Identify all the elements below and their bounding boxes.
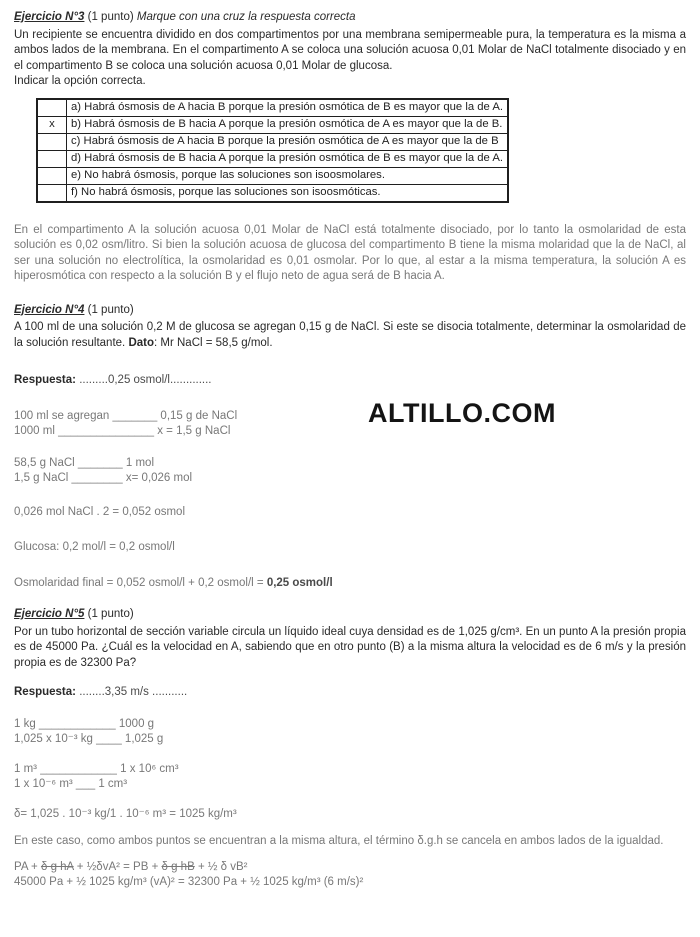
- work-line: 1,5 g NaCl ________ x= 0,026 mol: [14, 472, 193, 484]
- exercise-5-heading: [14, 607, 686, 623]
- dato-value: : Mr NaCl = 58,5 g/mol.: [154, 336, 273, 349]
- option-mark-f: [37, 184, 67, 202]
- final-equation-prefix: Osmolaridad final = 0,052 osmol/l + 0,2 osmol/l =: [14, 576, 267, 589]
- work-line-final: [14, 576, 686, 592]
- final-result: 0,25 osmol/l: [266, 576, 333, 589]
- respuesta-label: Respuesta:: [14, 374, 76, 386]
- exercise-5-section: [14, 607, 686, 891]
- option-row-c: [37, 133, 508, 150]
- option-text-a: a) Habrá ósmosis de A hacia B porque la presión osmótica de B es mayor que la de A.: [67, 99, 509, 117]
- bernoulli-equation: [14, 860, 686, 876]
- work-line: 1000 ml _______________ x = 1,5 g NaCl: [14, 425, 231, 437]
- work-line: 58,5 g NaCl _______ 1 mol: [14, 456, 155, 469]
- equation-segment: + ½δvA² = PB +: [73, 860, 162, 873]
- work-line: 1 m³ ____________ 1 x 10⁶ cm³: [14, 762, 179, 775]
- options-table: [36, 98, 509, 203]
- exercise-4-body: [14, 320, 686, 351]
- exercise-5-note: En este caso, como ambos puntos se encuentran a la misma altura, el término δ.g.h se cancela en ambos lados de la igualdad.: [14, 835, 664, 847]
- work-line: 1 x 10⁻⁶ m³ ___ 1 cm³: [14, 778, 128, 790]
- struck-term-b: δ g hB: [161, 860, 195, 873]
- option-text-b: b) Habrá ósmosis de B hacia A porque la presión osmótica de A es mayor que la de B.: [67, 116, 509, 133]
- option-mark-c: [37, 133, 67, 150]
- option-row-d: [37, 150, 508, 167]
- exercise-3-heading: [14, 10, 686, 26]
- option-text-e: e) No habrá ósmosis, porque las soluciones son isoosmolares.: [67, 167, 509, 184]
- equation-segment: + ½ δ vB²: [194, 860, 248, 873]
- option-mark-e: [37, 167, 67, 184]
- option-text-f: f) No habrá ósmosis, porque las soluciones son isoosmóticas.: [67, 184, 509, 202]
- work-line: 100 ml se agregan _______ 0,15 g de NaCl: [14, 409, 238, 422]
- exercise-3-section: [14, 10, 686, 285]
- exercise-4-body-text: A 100 ml de una solución 0,2 M de glucosa se agregan 0,15 g de NaCl. Si este se disocia totalmente, determinar la osmolaridad de la solución resultante.: [14, 321, 686, 349]
- option-text-d: d) Habrá ósmosis de B hacia A porque la presión osmótica de B es mayor que la de A.: [67, 150, 509, 167]
- numeric-equation: 45000 Pa + ½ 1025 kg/m³ (vA)² = 32300 Pa + ½ 1025 kg/m³ (6 m/s)²: [14, 876, 364, 888]
- work-line: Glucosa: 0,2 mol/l = 0,2 osmol/l: [14, 541, 175, 553]
- exercise-3-body: Un recipiente se encuentra dividido en dos compartimentos por una membrana semipermeable pura, la temperatura es la misma a ambos lados de la membrana. En el compartimento A se coloca una solución acuosa 0,01 Molar de NaCl totalmente disociado y en el compartimento B se coloca una solución acuosa 0,01 Molar de glucosa.: [14, 28, 686, 72]
- exercise-5-respuesta: [14, 685, 686, 701]
- altillo-watermark: ALTILLO.COM: [368, 398, 556, 428]
- option-mark-d: [37, 150, 67, 167]
- exercise-4-heading: [14, 303, 686, 319]
- work-line: 1,025 x 10⁻³ kg ____ 1,025 g: [14, 733, 164, 745]
- option-mark-a: [37, 99, 67, 117]
- exercise-4-title: Ejercicio N°4: [14, 303, 85, 316]
- struck-term-a: δ g hA: [40, 860, 74, 873]
- exercise-5-title: Ejercicio N°5: [14, 608, 85, 620]
- respuesta-value: ........3,35 m/s ...........: [79, 686, 188, 698]
- work-line: 0,026 mol NaCl . 2 = 0,052 osmol: [14, 505, 185, 518]
- exercise-3-instruction: Marque con una cruz la respuesta correcta: [136, 11, 356, 23]
- option-mark-b: x: [37, 116, 67, 133]
- exercise-5-work: [14, 717, 686, 891]
- option-row-b: [37, 116, 508, 133]
- exercise-4-points: (1 punto): [87, 303, 134, 316]
- option-row-a: [37, 99, 508, 117]
- exercise-3-points: (1 punto): [87, 11, 134, 23]
- option-row-e: [37, 167, 508, 184]
- equation-segment: PA +: [14, 860, 41, 873]
- exercise-4-respuesta: [14, 373, 686, 389]
- exercise-4-section: [14, 303, 686, 592]
- respuesta-label: Respuesta:: [14, 686, 76, 698]
- respuesta-value: .........0,25 osmol/l.............: [79, 374, 212, 386]
- density-equation: δ= 1,025 . 10⁻³ kg/1 . 10⁻⁶ m³ = 1025 kg/m³: [14, 807, 237, 820]
- work-line: 1 kg ____________ 1000 g: [14, 717, 155, 730]
- exercise-3-title: Ejercicio N°3: [14, 11, 85, 23]
- exercise-5-body: Por un tubo horizontal de sección variable circula un líquido ideal cuya densidad es de 1,025 g/cm³. En un punto A la presión propia es de 45000 Pa. ¿Cuál es la velocidad en A, sabiendo que en otro punto (B) a la misma altura la velocidad es de 6 m/s y la presión propia es de 32300 Pa?: [14, 625, 686, 669]
- exercise-3-explanation: En el compartimento A la solución acuosa 0,01 Molar de NaCl está totalmente disociado, por lo tanto la osmolaridad de esta solución es 0,02 osm/litro. Si bien la solución acuosa de glucosa del compartimento B tiene la misma molaridad que la de NaCl, al ser una solución no electrolítica, la osmolaridad es 0,01 osmolar. Por lo que, al estar a la misma temperatura, la solución A es hiperosmótica con respecto a la solución B y el flujo neto de agua será de B hacia A.: [14, 223, 686, 282]
- dato-label: Dato: [128, 336, 154, 349]
- exercise-4-work: [14, 409, 686, 592]
- exercise-5-points: (1 punto): [87, 608, 134, 620]
- option-row-f: [37, 184, 508, 202]
- exercise-3-indicar: Indicar la opción correcta.: [14, 75, 146, 87]
- option-text-c: c) Habrá ósmosis de A hacia B porque la presión osmótica de A es mayor que la de B: [67, 133, 509, 150]
